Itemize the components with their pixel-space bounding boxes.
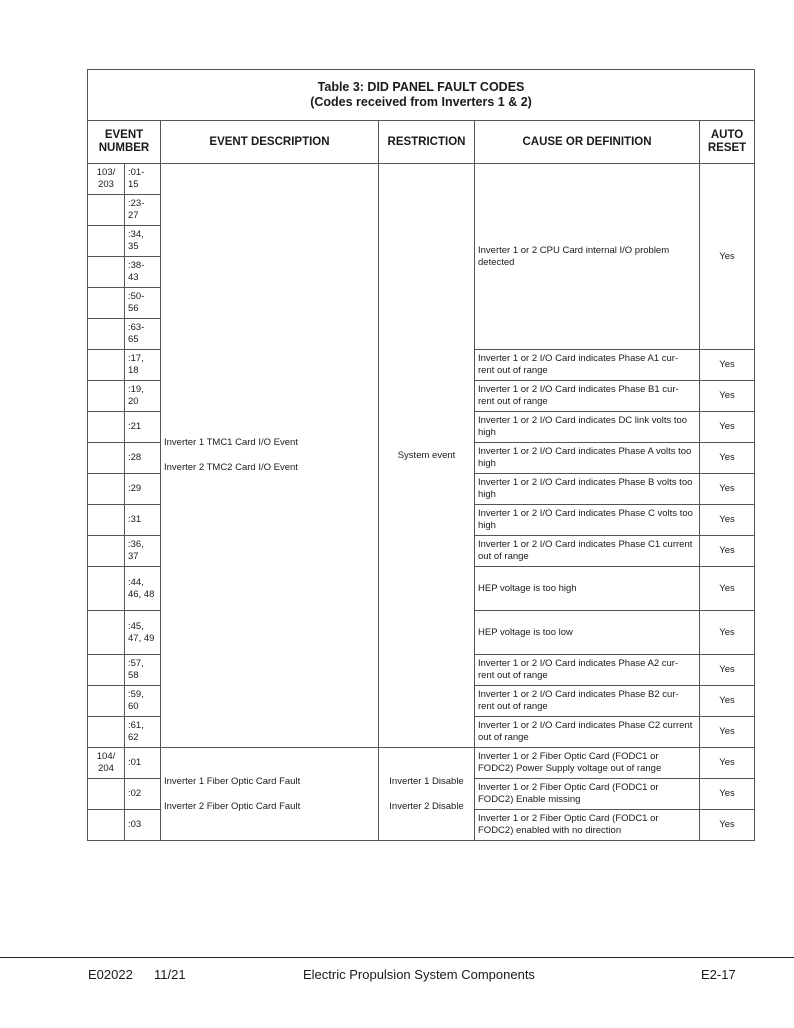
auto-reset-cell: Yes [700, 810, 755, 841]
cause-cell: Inverter 1 or 2 Fiber Optic Card (FODC1 or FODC2) enabled with no direction [475, 810, 700, 841]
subcode: :38- 43 [125, 257, 161, 288]
auto-reset-cell: Yes [700, 443, 755, 474]
cause-cell: Inverter 1 or 2 I/O Card indicates Phase C1 current out of range [475, 536, 700, 567]
auto-reset-cell: Yes [700, 567, 755, 611]
subcode: :01- 15 [125, 164, 161, 195]
header-cause: CAUSE OR DEFINITION [475, 121, 700, 164]
cause-cell: Inverter 1 or 2 I/O Card indicates Phase A2 cur- rent out of range [475, 655, 700, 686]
subcode: :50- 56 [125, 288, 161, 319]
subcode: :63- 65 [125, 319, 161, 350]
subcode: :01 [125, 748, 161, 779]
auto-reset-cell: Yes [700, 779, 755, 810]
table-row [88, 748, 755, 779]
footer-doc-number: E02022 [88, 967, 133, 982]
cause-cell: Inverter 1 or 2 CPU Card internal I/O problem detected [475, 164, 700, 350]
subcode: :03 [125, 810, 161, 841]
cause-cell: Inverter 1 or 2 I/O Card indicates DC link volts too high [475, 412, 700, 443]
event-number-103-203: 103/ 203 [88, 164, 125, 195]
header-auto-reset: AUTO RESET [700, 121, 755, 164]
auto-reset-cell: Yes [700, 717, 755, 748]
auto-reset-cell: Yes [700, 164, 755, 350]
subcode: :45, 47, 49 [125, 611, 161, 655]
cause-cell: Inverter 1 or 2 I/O Card indicates Phase B1 cur- rent out of range [475, 381, 700, 412]
cause-cell: Inverter 1 or 2 I/O Card indicates Phase B volts too high [475, 474, 700, 505]
table-title: Table 3: DID PANEL FAULT CODES (Codes received from Inverters 1 & 2) [88, 70, 755, 121]
cause-cell: Inverter 1 or 2 Fiber Optic Card (FODC1 or FODC2) Enable missing [475, 779, 700, 810]
footer-rule [0, 957, 794, 958]
subcode: :17, 18 [125, 350, 161, 381]
table-header-row [88, 121, 755, 164]
table-row [88, 164, 755, 195]
auto-reset-cell: Yes [700, 412, 755, 443]
footer-page-number: E2-17 [701, 967, 736, 982]
auto-reset-cell: Yes [700, 655, 755, 686]
subcode: :31 [125, 505, 161, 536]
subcode: :57, 58 [125, 655, 161, 686]
subcode: :21 [125, 412, 161, 443]
restriction-system-event: System event [379, 164, 475, 748]
subcode: :23- 27 [125, 195, 161, 226]
auto-reset-cell: Yes [700, 686, 755, 717]
subcode: :28 [125, 443, 161, 474]
cause-cell: HEP voltage is too low [475, 611, 700, 655]
auto-reset-cell: Yes [700, 611, 755, 655]
header-event-number: EVENT NUMBER [88, 121, 161, 164]
cause-cell: Inverter 1 or 2 I/O Card indicates Phase A volts too high [475, 443, 700, 474]
subcode: :19, 20 [125, 381, 161, 412]
cause-cell: Inverter 1 or 2 I/O Card indicates Phase B2 cur- rent out of range [475, 686, 700, 717]
subcode: :61, 62 [125, 717, 161, 748]
cause-cell: Inverter 1 or 2 I/O Card indicates Phase C2 current out of range [475, 717, 700, 748]
auto-reset-cell: Yes [700, 505, 755, 536]
header-restriction: RESTRICTION [379, 121, 475, 164]
fault-codes-table [87, 69, 755, 841]
subcode: :29 [125, 474, 161, 505]
auto-reset-cell: Yes [700, 748, 755, 779]
event-number-104-204: 104/ 204 [88, 748, 125, 779]
auto-reset-cell: Yes [700, 350, 755, 381]
subcode: :36, 37 [125, 536, 161, 567]
cause-cell: Inverter 1 or 2 I/O Card indicates Phase C volts too high [475, 505, 700, 536]
subcode: :34, 35 [125, 226, 161, 257]
cause-cell: Inverter 1 or 2 I/O Card indicates Phase A1 cur- rent out of range [475, 350, 700, 381]
header-event-description: EVENT DESCRIPTION [161, 121, 379, 164]
footer-title: Electric Propulsion System Components [303, 967, 535, 982]
auto-reset-cell: Yes [700, 381, 755, 412]
auto-reset-cell: Yes [700, 536, 755, 567]
subcode: :02 [125, 779, 161, 810]
subcode: :59, 60 [125, 686, 161, 717]
cause-cell: Inverter 1 or 2 Fiber Optic Card (FODC1 or FODC2) Power Supply voltage out of range [475, 748, 700, 779]
auto-reset-cell: Yes [700, 474, 755, 505]
cause-cell: HEP voltage is too high [475, 567, 700, 611]
footer-date: 11/21 [154, 967, 186, 982]
subcode: :44, 46, 48 [125, 567, 161, 611]
event-description-fiber-optic: Inverter 1 Fiber Optic Card Fault Inverter 2 Fiber Optic Card Fault [161, 748, 379, 841]
event-description-tmc: Inverter 1 TMC1 Card I/O Event Inverter 2 TMC2 Card I/O Event [161, 164, 379, 748]
restriction-inverter-disable: Inverter 1 Disable Inverter 2 Disable [379, 748, 475, 841]
